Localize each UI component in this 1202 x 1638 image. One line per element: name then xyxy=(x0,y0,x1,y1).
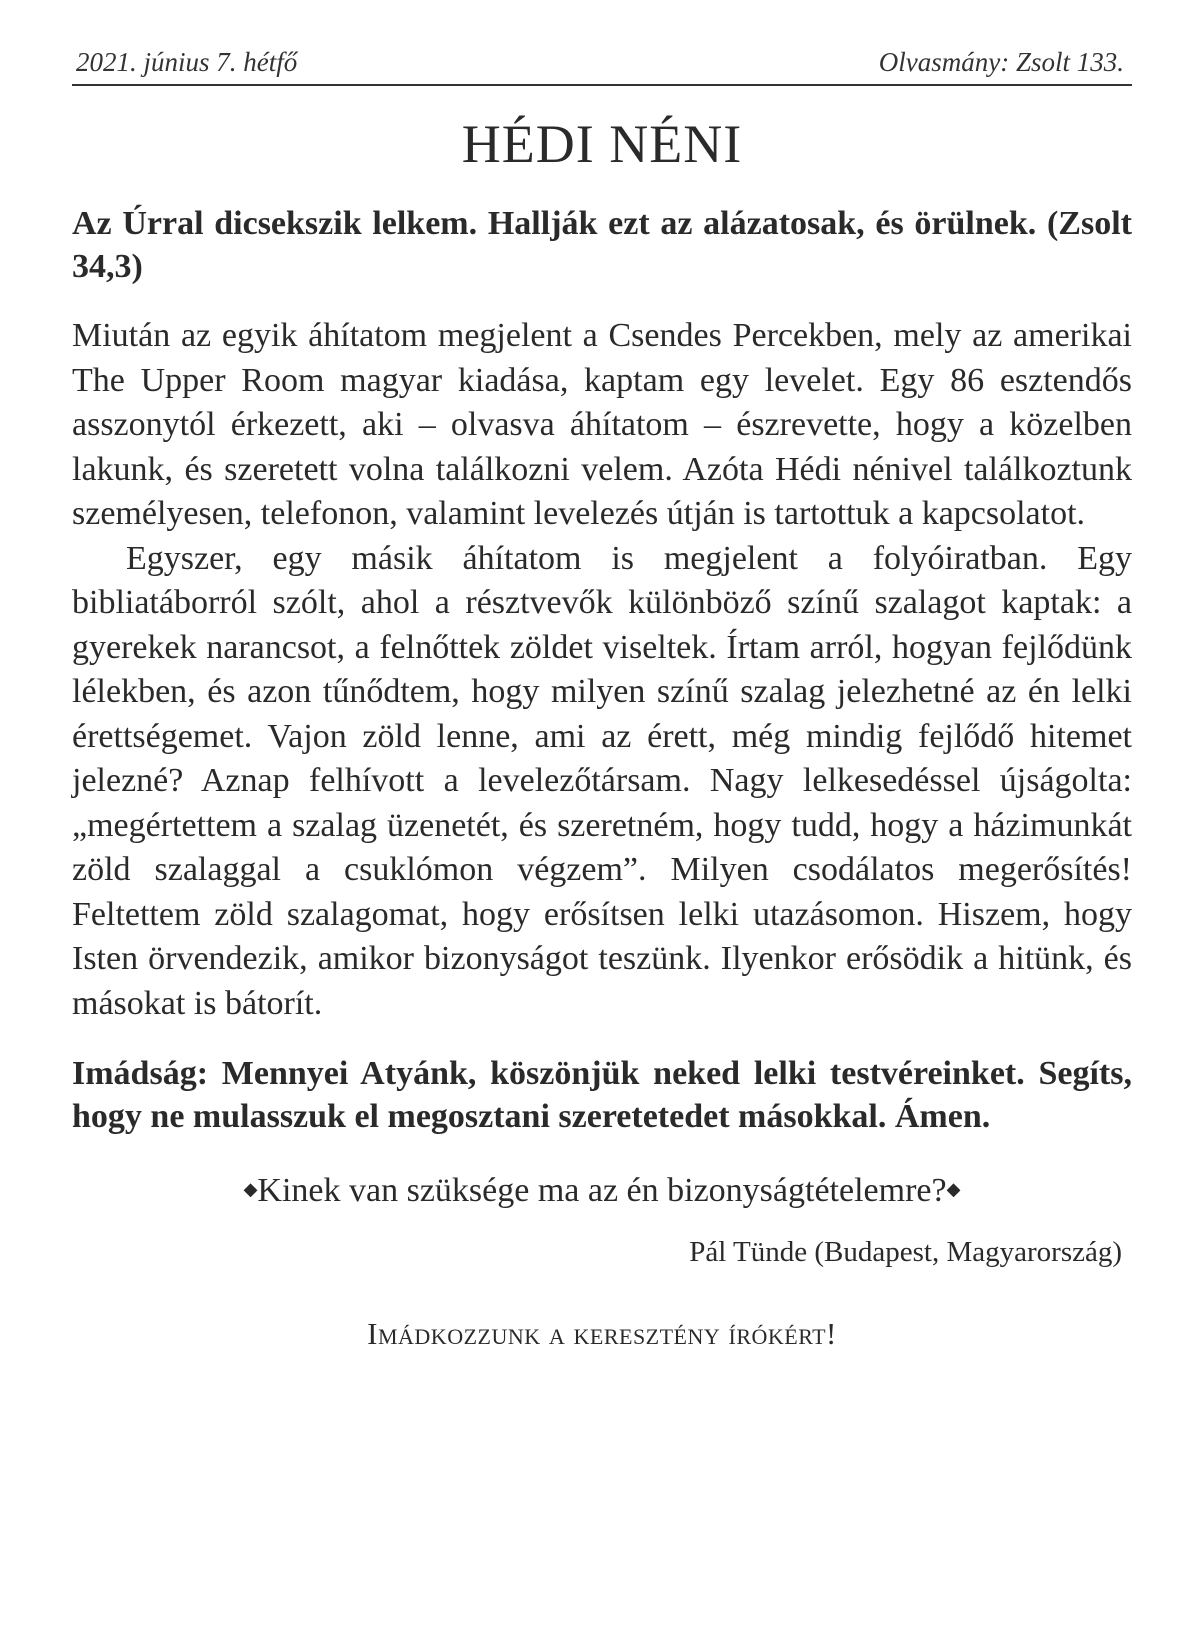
header-date: 2021. június 7. hétfő xyxy=(76,47,298,77)
reflection-question xyxy=(72,1168,1132,1212)
paragraph-1: Miután az egyik áhítatom megjelent a Csendes Percekben, mely az amerikai The Upper Room magyar kiadása, kaptam egy levelet. Egy 86 esztendős asszonytól érkezett, aki – olvasva áhítatom – észrevette, hogy a közelben lakunk, és szeretett volna találkozni velem. Azóta Hédi nénivel találkoztunk személyesen, telefonon, valamint levelezés útján is tartottuk a kapcsolatot. xyxy=(72,317,1132,532)
body-text xyxy=(72,314,1132,1026)
footer-call: Imádkozzunk a keresztény írókért! xyxy=(367,1316,837,1351)
question-text: Kinek van szüksége ma az én bizonyságtételemre? xyxy=(257,1172,947,1209)
author: Pál Tünde (Budapest, Magyarország) xyxy=(689,1236,1122,1268)
page-title: HÉDI NÉNI xyxy=(461,114,743,174)
page xyxy=(72,40,1132,1354)
diamond-bullet-right-icon: ◆ xyxy=(946,1179,961,1199)
prayer: Imádság: Mennyei Atyánk, köszönjük neked lelki testvéreinket. Segíts, hogy ne mulasszuk el megosztani szeretetedet másokkal. Ámen. xyxy=(72,1055,1132,1135)
paragraph-2: Egyszer, egy másik áhítatom is megjelent a folyóiratban. Egy bibliatáborról szólt, ahol a résztvevők különböző színű szalagot kaptak: a gyerekek narancsot, a felnőttek zöldet viseltek. Írtam arról, hogyan fejlődünk lélekben, és azon tűnődtem, hogy milyen színű szalag jelezhetné az én lelki érettségemet. Vajon zöld lenne, ami az érett, még mindig fejlődő hitemet jelezné? Aznap felhívott a levelezőtársam. Nagy lelkesedéssel újságolta: „megértettem a szalag üzenetét, és szeretném, hogy tudd, hogy a házimunkát zöld szalaggal a csuklómon végzem”. Milyen csodálatos megerősítés! Feltettem zöld szalagomat, hogy erősítsen lelki utazásomon. Hiszem, hogy Isten örvendezik, amikor bizonyságot teszünk. Ilyenkor erősödik a hitünk, és másokat is bátorít. xyxy=(72,539,1132,1022)
diamond-bullet-left-icon: ◆ xyxy=(243,1179,258,1199)
page-header xyxy=(72,40,1132,86)
bible-verse: Az Úrral dicsekszik lelkem. Hallják ezt az alázatosak, és örülnek. (Zsolt 34,3) xyxy=(72,205,1132,285)
header-reading: Olvasmány: Zsolt 133. xyxy=(878,47,1124,77)
